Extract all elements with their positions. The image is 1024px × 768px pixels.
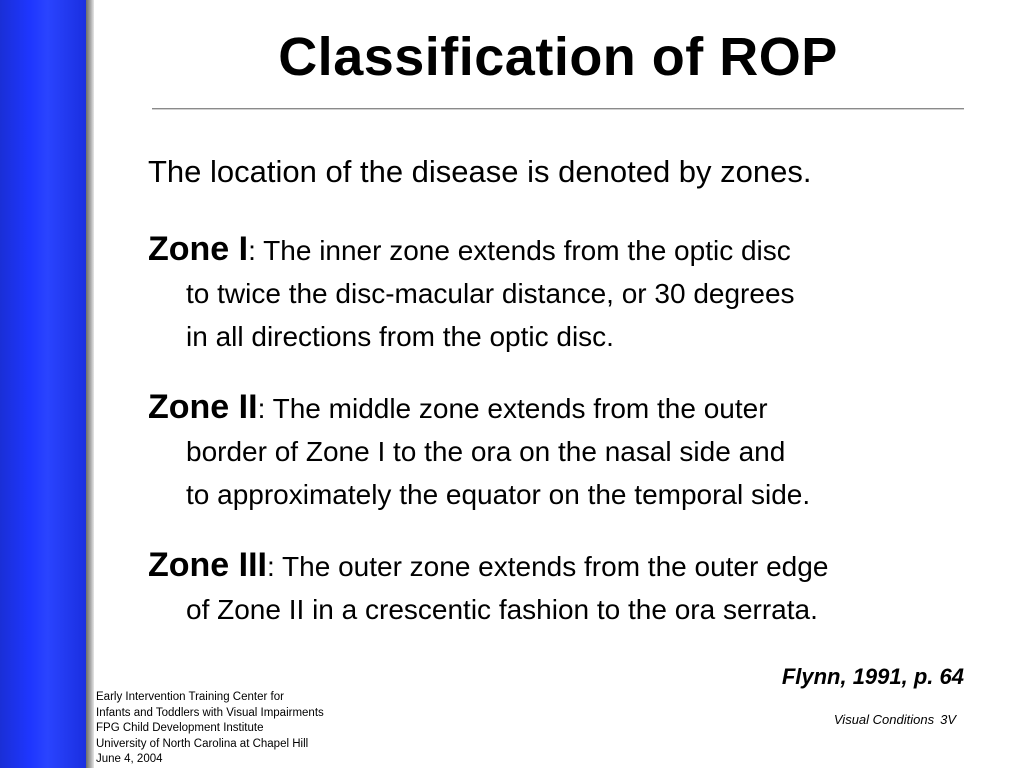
- zone-1-line-1: : The inner zone extends from the optic disc: [248, 235, 791, 266]
- zone-2-line-2: border of Zone I to the ora on the nasal side and: [186, 436, 786, 467]
- zone-3-block: [148, 544, 828, 631]
- zone-3-label: Zone III: [148, 546, 267, 584]
- intro-text: The location of the disease is denoted by zones.: [148, 154, 812, 189]
- slide-title: Classification of ROP: [278, 27, 838, 87]
- zone-1-line-2: to twice the disc-macular distance, or 30 degrees: [186, 278, 795, 309]
- zone-3-line-2: of Zone II in a crescentic fashion to the ora serrata.: [186, 594, 818, 625]
- footer-organization: [96, 690, 324, 768]
- side-accent-bar: [0, 0, 86, 768]
- zone-2-block: [148, 386, 810, 516]
- zone-1-first-line: [148, 228, 795, 272]
- footer-slide-number: 3V: [940, 712, 956, 727]
- zone-3-first-line: [148, 544, 828, 588]
- footer-slide-info: [834, 712, 956, 727]
- zone-1-block: [148, 228, 795, 358]
- zone-3-line-1: : The outer zone extends from the outer edge: [267, 551, 829, 582]
- zone-2-first-line: [148, 386, 810, 430]
- zone-2-line-1: : The middle zone extends from the outer: [257, 393, 768, 424]
- title-divider: [152, 108, 964, 110]
- zone-1-line-3: in all directions from the optic disc.: [186, 321, 614, 352]
- footer-org-line-4: University of North Carolina at Chapel Hill: [96, 737, 309, 750]
- zone-2-label: Zone II: [148, 388, 258, 426]
- footer-date: June 4, 2004: [96, 753, 163, 765]
- footer-org-line-2: Infants and Toddlers with Visual Impairments: [96, 706, 324, 719]
- footer-module: Visual Conditions: [833, 712, 935, 727]
- side-bar-shadow: [86, 0, 94, 768]
- citation: Flynn, 1991, p. 64: [781, 664, 964, 689]
- zone-2-line-3: to approximately the equator on the temporal side.: [186, 479, 811, 510]
- footer-org-line-3: FPG Child Development Institute: [96, 722, 264, 734]
- zone-1-label: Zone I: [148, 230, 249, 268]
- footer-org-line-1: Early Intervention Training Center for: [96, 691, 284, 703]
